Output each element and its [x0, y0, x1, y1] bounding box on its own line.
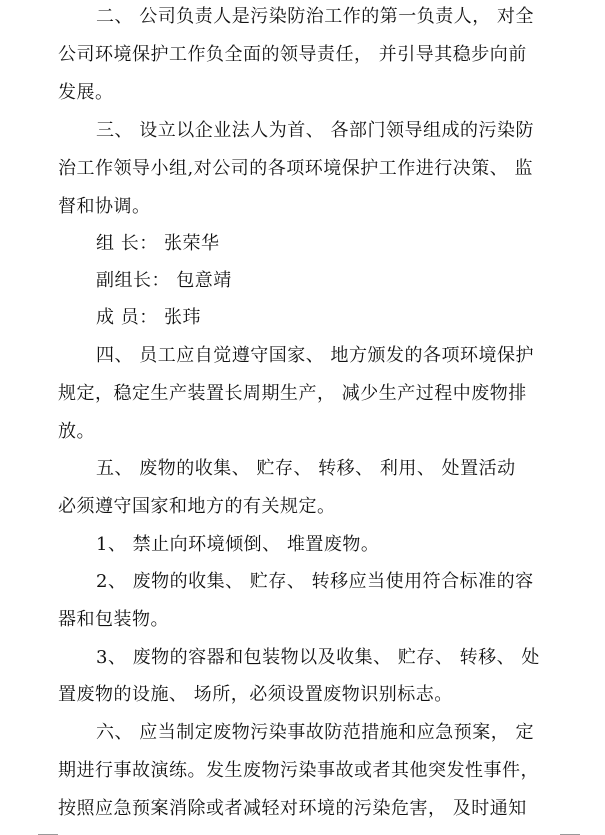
- paragraph-line: 期进行事故演练。发生废物污染事故或者其他突发性事件，: [58, 760, 539, 781]
- paragraph-line: 放。: [58, 421, 95, 442]
- list-item: 1、 禁止向环境倾倒、 堆置废物。: [96, 534, 380, 555]
- paragraph-line: 三、 设立以企业法人为首、 各部门领导组成的污染防: [96, 120, 534, 141]
- paragraph-line: 发展。: [58, 82, 114, 103]
- paragraph-line: 必须遵守国家和地方的有关规定。: [58, 496, 336, 517]
- paragraph-line: 器和包装物。: [58, 609, 169, 630]
- paragraph-line: 督和协调。: [58, 196, 151, 217]
- paragraph-line: 治工作领导小组,对公司的各项环境保护工作进行决策、 监: [58, 158, 533, 179]
- paragraph-line: 公司环境保护工作负全面的领导责任， 并引导其稳步向前: [58, 44, 527, 65]
- team-member-line: 成 员： 张玮: [96, 307, 201, 328]
- list-item: 3、 废物的容器和包装物以及收集、 贮存、 转移、 处: [96, 647, 540, 668]
- team-leader-line: 组 长： 张荣华: [96, 233, 220, 254]
- paragraph-line: 按照应急预案消除或者减轻对环境的污染危害， 及时通知: [58, 798, 527, 819]
- paragraph-line: 五、 废物的收集、 贮存、 转移、 利用、 处置活动: [96, 458, 516, 479]
- paragraph-line: 四、 员工应自觉遵守国家、 地方颁发的各项环境保护: [96, 345, 534, 366]
- deputy-leader-line: 副组长： 包意靖: [96, 270, 232, 291]
- paragraph-line: 规定，稳定生产装置长周期生产， 减少生产过程中废物排: [58, 383, 527, 404]
- paragraph-line: 二、 公司负责人是污染防治工作的第一负责人， 对全: [96, 6, 534, 27]
- paragraph-line: 六、 应当制定废物污染事故防范措施和应急预案， 定: [96, 722, 534, 743]
- paragraph-line: 置废物的设施、 场所，必须设置废物识别标志。: [58, 684, 453, 705]
- list-item: 2、 废物的收集、 贮存、 转移应当使用符合标准的容: [96, 571, 534, 592]
